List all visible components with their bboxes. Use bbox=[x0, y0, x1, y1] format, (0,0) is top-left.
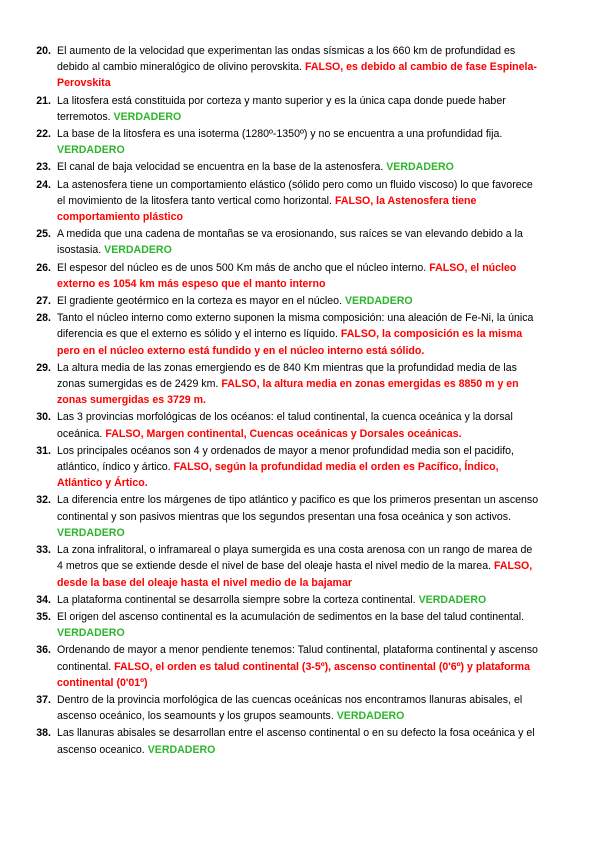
item-number: 22. bbox=[36, 128, 51, 141]
item-body bbox=[57, 592, 541, 608]
item-number: 38. bbox=[36, 727, 51, 740]
answer-false: FALSO, es debido al cambio de fase Espinela-Perovskita bbox=[57, 61, 537, 90]
list-item bbox=[31, 93, 541, 125]
list-item bbox=[31, 260, 541, 292]
list-item bbox=[31, 443, 541, 492]
item-body bbox=[57, 310, 541, 359]
list-item bbox=[31, 609, 541, 641]
question-text: Las llanuras abisales se desarrollan entre el ascenso continental o en su defecto la fosa oceánica y el ascenso oceanico. bbox=[57, 727, 535, 756]
item-body bbox=[57, 293, 541, 309]
answer-false: FALSO, la altura media en zonas emergidas es 8850 m y en zonas sumergidas es 3729 m. bbox=[57, 378, 519, 407]
item-body bbox=[57, 159, 541, 175]
list-item bbox=[31, 177, 541, 226]
answer-true: VERDADERO bbox=[344, 295, 413, 308]
item-body bbox=[57, 93, 541, 125]
answer-true: VERDADERO bbox=[104, 244, 172, 257]
item-body bbox=[57, 642, 541, 691]
item-body bbox=[57, 542, 541, 591]
item-number: 32. bbox=[36, 494, 51, 507]
question-text: La zona infralitoral, o inframareal o playa sumergida es una costa arenosa con un rango de marea de 4 metros que se extiende desde el nivel de base del oleaje hasta el nivel medio de la marea. bbox=[57, 544, 533, 573]
item-body bbox=[57, 226, 541, 258]
item-number: 37. bbox=[36, 693, 51, 706]
question-text: La litosfera está constituida por corteza y manto superior y es la única capa donde puede haber terremotos. bbox=[57, 94, 506, 123]
item-number: 29. bbox=[36, 361, 51, 374]
question-text: Tanto el núcleo interno como externo suponen la misma composición: una aleación de Fe-Ni, la única diferencia es que el externo es sólido y el interno es líquido. bbox=[57, 312, 534, 341]
list-item bbox=[31, 310, 541, 359]
answer-false: FALSO, el orden es talud continental (3-5º), ascenso continental (0'6º) y plataforma continental (0'01º) bbox=[57, 660, 530, 689]
item-number: 25. bbox=[36, 228, 51, 241]
item-number: 21. bbox=[36, 94, 51, 107]
item-number: 28. bbox=[36, 312, 51, 325]
item-number: 35. bbox=[36, 610, 51, 623]
answer-true: VERDADERO bbox=[386, 161, 454, 174]
list-item bbox=[31, 293, 541, 309]
item-number: 24. bbox=[36, 178, 51, 191]
answer-false: FALSO, Margen continental, Cuencas oceánicas y Dorsales oceánicas. bbox=[105, 427, 462, 440]
question-text: Ordenando de mayor a menor pendiente tenemos: Talud continental, plataforma continental y ascenso continental. bbox=[57, 644, 538, 673]
question-text: La astenosfera tiene un comportamiento elástico (sólido pero como un fluido viscoso) lo que favorece el movimiento de la litosfera tanto vertical como horizontal. bbox=[57, 178, 533, 207]
question-text: El espesor del núcleo es de unos 500 Km más de ancho que el núcleo interno. bbox=[57, 261, 427, 274]
item-number: 23. bbox=[36, 161, 51, 174]
question-text: La base de la litosfera es una isoterma (1280º-1350º) y no se encuentra a una profundidad fija. bbox=[57, 128, 503, 141]
answer-true: VERDADERO bbox=[113, 110, 182, 123]
item-body bbox=[57, 43, 541, 92]
item-number: 36. bbox=[36, 644, 51, 657]
list-item bbox=[31, 725, 541, 757]
item-number: 20. bbox=[36, 45, 51, 57]
item-number: 33. bbox=[36, 544, 51, 557]
item-number: 27. bbox=[36, 295, 51, 308]
list-item bbox=[31, 159, 541, 175]
answer-false: FALSO, la composición es la misma pero en el núcleo externo está fundido y en el núcleo interno está sólido. bbox=[57, 328, 523, 357]
item-body bbox=[57, 177, 541, 226]
list-item bbox=[31, 409, 541, 441]
question-text: La plataforma continental se desarrolla siempre sobre la corteza continental. bbox=[57, 593, 416, 606]
question-text: El origen del ascenso continental es la acumulación de sedimentos en la base del talud continental. bbox=[57, 610, 525, 623]
answer-true: VERDADERO bbox=[418, 593, 487, 606]
question-text: Las 3 provincias morfológicas de los océanos: el talud continental, la cuenca oceánica y la dorsal oceánica. bbox=[57, 411, 513, 440]
list-item bbox=[31, 642, 541, 691]
item-number: 30. bbox=[36, 411, 51, 424]
question-text: Dentro de la provincia morfológica de las cuencas oceánicas nos encontramos llanuras abisales, el ascenso oceánico, los seamounts y los grupos seamounts. bbox=[57, 693, 523, 723]
item-body bbox=[57, 260, 541, 292]
item-body bbox=[57, 360, 541, 409]
answer-false: FALSO, la Astenosfera tiene comportamiento plástico bbox=[57, 194, 477, 224]
answer-false: FALSO, desde la base del oleaje hasta el nivel medio de la bajamar bbox=[57, 560, 533, 589]
answer-true: VERDADERO bbox=[57, 627, 125, 640]
list-item bbox=[31, 542, 541, 591]
answer-true: VERDADERO bbox=[147, 743, 216, 756]
item-body bbox=[57, 126, 541, 158]
question-text: A medida que una cadena de montañas se va erosionando, sus raíces se van elevando debido a la isostasia. bbox=[57, 228, 523, 257]
question-text: Los principales océanos son 4 y ordenados de mayor a menor profundidad media son el pacidifo, atlántico, índico y ártico. bbox=[57, 444, 514, 474]
question-text: El gradiente geotérmico en la corteza es mayor en el núcleo. bbox=[57, 295, 343, 308]
list-item bbox=[31, 43, 541, 92]
answer-true: VERDADERO bbox=[336, 710, 405, 723]
item-body bbox=[57, 725, 541, 757]
item-number: 34. bbox=[36, 593, 51, 606]
item-body bbox=[57, 609, 541, 641]
question-text: El aumento de la velocidad que experimentan las ondas sísmicas a los 660 km de profundidad es debido al cambio mineralógico de olivino perovskita. bbox=[57, 45, 516, 74]
list-item bbox=[31, 360, 541, 409]
answer-true: VERDADERO bbox=[57, 526, 125, 539]
list-item bbox=[31, 592, 541, 608]
item-body bbox=[57, 492, 541, 541]
list-item bbox=[31, 492, 541, 541]
item-number: 26. bbox=[36, 261, 51, 274]
list-item bbox=[31, 692, 541, 724]
question-text: La altura media de las zonas emergiendo es de 840 Km mientras que la profundidad media de las zonas sumergidas es de 2429 km. bbox=[57, 361, 517, 391]
answer-true: VERDADERO bbox=[57, 144, 125, 157]
item-number: 31. bbox=[36, 444, 51, 457]
list-item bbox=[31, 126, 541, 158]
item-body bbox=[57, 692, 541, 724]
answer-false: FALSO, el núcleo externo es 1054 km más espeso que el manto interno bbox=[57, 261, 517, 290]
question-text: La diferencia entre los márgenes de tipo atlántico y pacifico es que los primeros presentan un ascenso continental y son pasivos mientras que los segundos presentan una fosa oceánica y son activos. bbox=[57, 494, 539, 523]
answer-false: FALSO, según la profundidad media el orden es Pacífico, Índico, Atlántico y Ártico. bbox=[57, 461, 499, 490]
item-body bbox=[57, 409, 541, 441]
question-list bbox=[31, 43, 541, 759]
list-item bbox=[31, 226, 541, 258]
question-text: El canal de baja velocidad se encuentra en la base de la astenosfera. bbox=[57, 161, 384, 174]
item-body bbox=[57, 443, 541, 492]
